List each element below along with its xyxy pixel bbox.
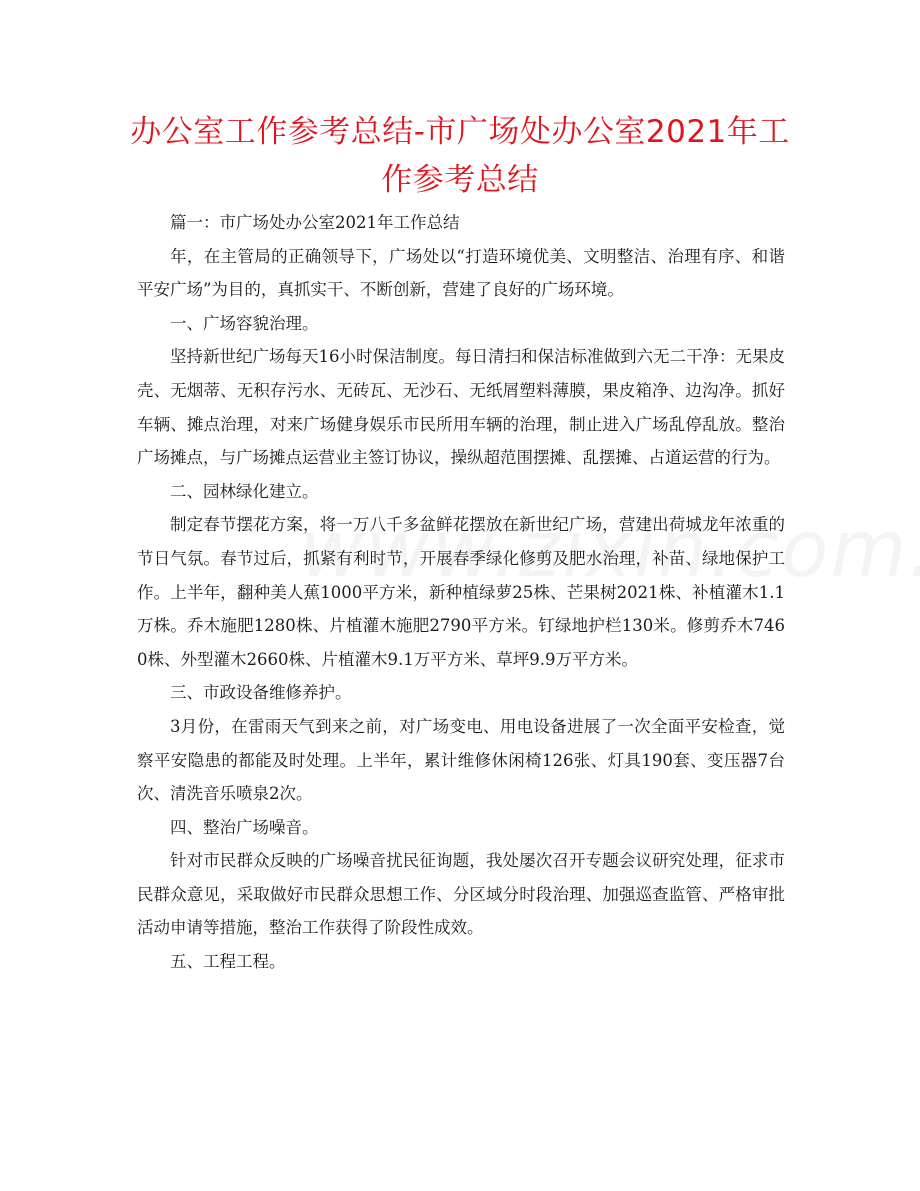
section-heading-intro: 篇一：市广场处办公室2021年工作总结 (170, 213, 460, 232)
paragraph-4: 针对市民群众反映的广场噪音扰民征询题，我处屡次召开专题会议研究处理，征求市民群众意见，采取做好市民群众思想工作、分区域分时段治理、加强巡查监管、严格审批活动申请等措施，整治工作获得了阶段性成效。 (137, 851, 785, 938)
section-heading-2: 二、园林绿化建立。 (170, 481, 319, 501)
section-heading-4: 四、整治广场噪音。 (170, 817, 319, 837)
paragraph-3: 3月份，在雷雨天气到来之前，对广场变电、用电设备进展了一次全面平安检查，觉察平安隐患的都能及时处理。上半年，累计维修休闲椅126张、灯具190套、变压器7台次、清洗音乐喷泉2次。 (137, 716, 785, 804)
paragraph-1: 坚持新世纪广场每天16小时保洁制度。每日清扫和保洁标准做到六无二干净：无果皮壳、无烟蒂、无积存污水、无砖瓦、无沙石、无纸屑塑料薄膜，果皮箱净、边沟净。抓好车辆、摊点治理，对来广场健身娱乐市民所用车辆的治理，制止进入广场乱停乱放。整治广场摊点，与广场摊点运营业主签订协议，操纵超范围摆摊、乱摆摊、占道运营的行为。 (137, 347, 785, 468)
document-body (137, 206, 785, 979)
section-heading-1: 一、广场容貌治理。 (170, 313, 319, 333)
section-heading-3: 三、市政设备维修养护。 (170, 683, 352, 703)
section-heading-5: 五、工程工程。 (170, 952, 286, 972)
document-title: 办公室工作参考总结-市广场处办公室2021年工作参考总结 (130, 114, 790, 198)
paragraph-intro: 年，在主管局的正确领导下，广场处以“打造环境优美、文明整洁、治理有序、和谐平安广场”为目的，真抓实干、不断创新，营建了良好的广场环境。 (137, 246, 785, 300)
paragraph-2: 制定春节摆花方案，将一万八千多盆鲜花摆放在新世纪广场，营建出荷城龙年浓重的节日气氛。春节过后，抓紧有利时节，开展春季绿化修剪及肥水治理，补苗、绿地保护工作。上半年，翻种美人蕉1000平方米，新种植绿萝25株、芒果树2021株、补植灌木1.1万株。乔木施肥1280株、片植灌木施肥2790平方米。钉绿地护栏130米。修剪乔木7460株、外型灌木2660株、片植灌木9.1万平方米、草坪9.9万平方米。 (137, 515, 785, 669)
